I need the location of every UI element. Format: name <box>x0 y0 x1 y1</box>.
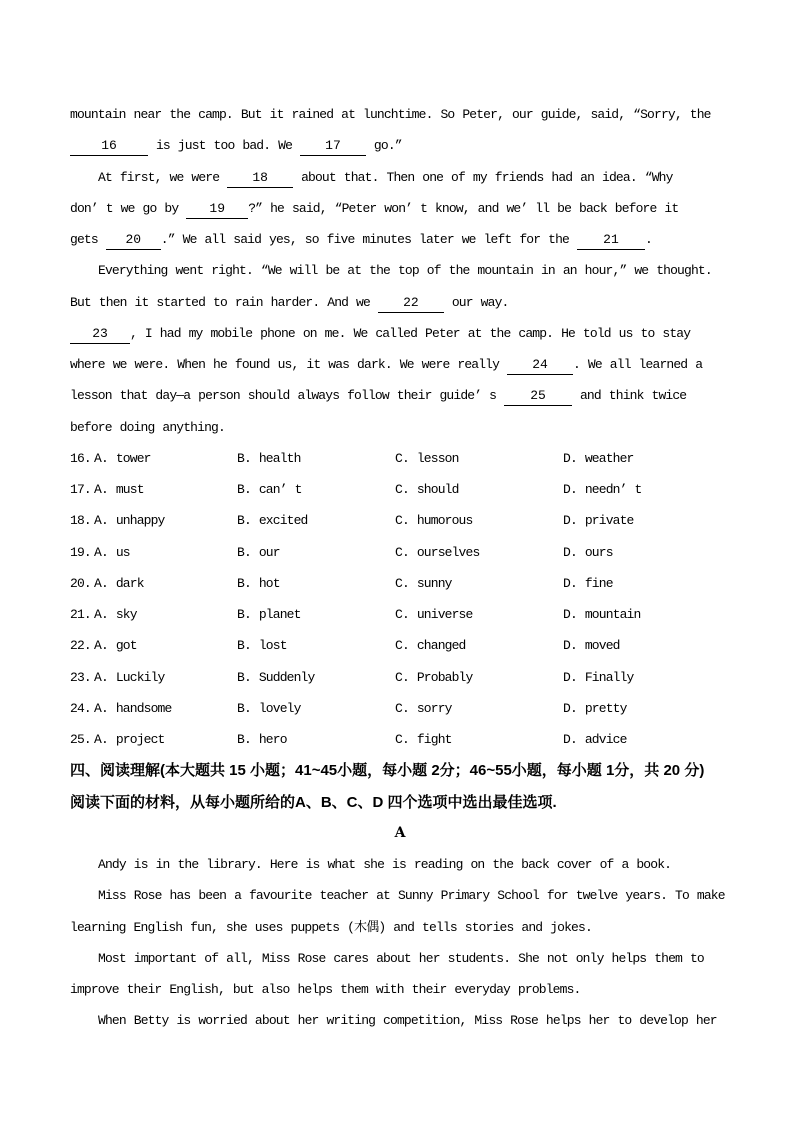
answer-blank-22: 22 <box>378 296 444 313</box>
question-number: 16. <box>70 450 91 466</box>
option-d: D. ours <box>563 544 613 560</box>
cloze-line <box>70 193 730 224</box>
text-segment: don’ t we go by <box>70 200 187 216</box>
option-d: D. advice <box>563 732 627 747</box>
cloze-line <box>70 162 730 193</box>
answer-blank-20: 20 <box>106 233 161 250</box>
option-row <box>70 474 730 505</box>
text-segment: lesson that day—a person should always follow their guide’ s <box>70 388 505 404</box>
option-c: C. ourselves <box>395 544 480 560</box>
text-segment: go.” <box>365 138 402 154</box>
section-instructions: 阅读下面的材料，从每小题所给的A、B、C、D 四个选项中选出最佳选项. <box>70 793 557 811</box>
reading-line: Miss Rose has been a favourite teacher at Sunny Primary School for twelve years. To make <box>98 888 725 904</box>
cloze-line <box>70 287 730 318</box>
option-d: D. mountain <box>563 607 641 622</box>
option-b: B. hero <box>237 732 287 747</box>
option-a: A. us <box>94 544 130 560</box>
option-b: B. health <box>237 450 301 466</box>
text-segment: But then it started to rain harder. And we <box>70 294 378 310</box>
option-d: D. weather <box>563 450 634 466</box>
cloze-line <box>70 349 730 380</box>
question-number: 17. <box>70 482 91 497</box>
question-number: 20. <box>70 575 91 591</box>
question-number: 24. <box>70 700 91 716</box>
option-b: B. Suddenly <box>237 669 315 685</box>
option-b: B. can’ t <box>237 482 302 497</box>
section-heading-reading-comprehension: 四、阅读理解(本大题共 15 小题；41~45小题，每小题 2分；46~55小题，每小题 1分，共 20 分) <box>70 762 705 780</box>
option-row <box>70 568 730 599</box>
answer-blank-16: 16 <box>70 139 148 156</box>
text-segment: , I had my mobile phone on me. We called Peter at the camp. He told us to stay <box>130 325 691 341</box>
option-a: A. handsome <box>94 700 172 716</box>
cloze-line <box>70 318 730 349</box>
option-d: D. private <box>563 513 634 529</box>
answer-blank-21: 21 <box>577 233 645 250</box>
option-row <box>70 630 730 661</box>
option-row <box>70 599 730 630</box>
option-b: B. excited <box>237 513 308 529</box>
option-row <box>70 505 730 536</box>
option-d: D. Finally <box>563 669 634 685</box>
cloze-passage <box>70 99 730 443</box>
option-a: A. must <box>94 482 144 497</box>
option-c: C. humorous <box>395 513 473 529</box>
question-number: 18. <box>70 513 91 529</box>
option-b: B. lost <box>237 638 287 654</box>
answer-blank-25: 25 <box>504 389 572 406</box>
cloze-line <box>70 224 730 255</box>
option-c: C. sunny <box>395 575 452 591</box>
option-b: B. lovely <box>237 700 301 716</box>
option-c: C. lesson <box>395 450 459 466</box>
text-segment: about that. Then one of my friends had an idea. “Why <box>293 169 673 185</box>
question-number: 19. <box>70 544 91 560</box>
cloze-line <box>70 255 730 286</box>
option-c: C. should <box>395 482 459 497</box>
option-c: C. sorry <box>395 700 452 716</box>
text-segment: .” We all said yes, so five minutes later we left for the <box>160 232 577 247</box>
text-segment: Everything went right. “We will be at the top of the mountain in an hour,” we thought. <box>98 263 712 279</box>
reading-line: Andy is in the library. Here is what she is reading on the back cover of a book. <box>98 857 672 872</box>
option-b: B. planet <box>237 607 301 622</box>
option-d: D. moved <box>563 638 620 654</box>
option-row <box>70 693 730 724</box>
option-d: D. fine <box>563 575 613 591</box>
reading-line: improve their English, but also helps them with their everyday problems. <box>70 982 581 997</box>
option-a: A. sky <box>94 607 137 622</box>
option-row <box>70 662 730 693</box>
answer-blank-24: 24 <box>507 358 573 375</box>
option-c: C. changed <box>395 638 466 654</box>
question-number: 21. <box>70 607 91 622</box>
cloze-line <box>70 130 730 161</box>
cloze-line <box>70 99 730 130</box>
text-segment: . We all learned a <box>573 357 703 372</box>
answer-blank-18: 18 <box>227 171 293 188</box>
option-b: B. our <box>237 544 280 560</box>
cloze-line <box>70 412 730 443</box>
text-segment: gets <box>70 232 106 247</box>
cloze-line <box>70 380 730 411</box>
text-segment: our way. <box>443 294 509 310</box>
question-number: 22. <box>70 638 91 654</box>
page-content <box>70 99 730 1037</box>
option-row <box>70 443 730 474</box>
option-a: A. unhappy <box>94 513 165 529</box>
option-c: C. Probably <box>395 669 473 685</box>
answer-blank-17: 17 <box>300 139 366 156</box>
option-row <box>70 537 730 568</box>
text-segment: before doing anything. <box>70 419 225 435</box>
option-d: D. pretty <box>563 700 627 716</box>
text-segment: At first, we were <box>98 169 228 185</box>
answer-blank-23: 23 <box>70 327 130 344</box>
option-row <box>70 724 730 755</box>
question-number: 25. <box>70 732 91 747</box>
text-segment: . <box>644 232 652 247</box>
text-segment: ?” he said, “Peter won’ t know, and we’ ll be back before it <box>248 200 679 216</box>
option-a: A. dark <box>94 575 144 591</box>
answer-blank-19: 19 <box>186 202 248 219</box>
option-c: C. universe <box>395 607 473 622</box>
reading-passage-a <box>70 849 730 1037</box>
passage-a-marker: A <box>394 824 406 841</box>
reading-line: Most important of all, Miss Rose cares about her students. She not only helps them to <box>98 950 704 966</box>
option-c: C. fight <box>395 732 452 747</box>
cloze-options-list <box>70 443 730 756</box>
reading-line: When Betty is worried about her writing competition, Miss Rose helps her to develop her <box>98 1013 717 1029</box>
text-segment: mountain near the camp. But it rained at lunchtime. So Peter, our guide, said, “Sorry, the <box>70 107 711 122</box>
option-a: A. tower <box>94 450 151 466</box>
option-b: B. hot <box>237 575 280 591</box>
option-a: A. got <box>94 638 137 654</box>
option-a: A. project <box>94 732 165 747</box>
question-number: 23. <box>70 669 91 685</box>
text-segment: where we were. When he found us, it was dark. We were really <box>70 357 508 372</box>
text-segment: is just too bad. We <box>148 138 300 154</box>
text-segment: and think twice <box>572 388 687 404</box>
reading-line: learning English fun, she uses puppets (木偶) and tells stories and jokes. <box>70 919 592 935</box>
option-d: D. needn’ t <box>563 482 642 497</box>
option-a: A. Luckily <box>94 669 165 685</box>
